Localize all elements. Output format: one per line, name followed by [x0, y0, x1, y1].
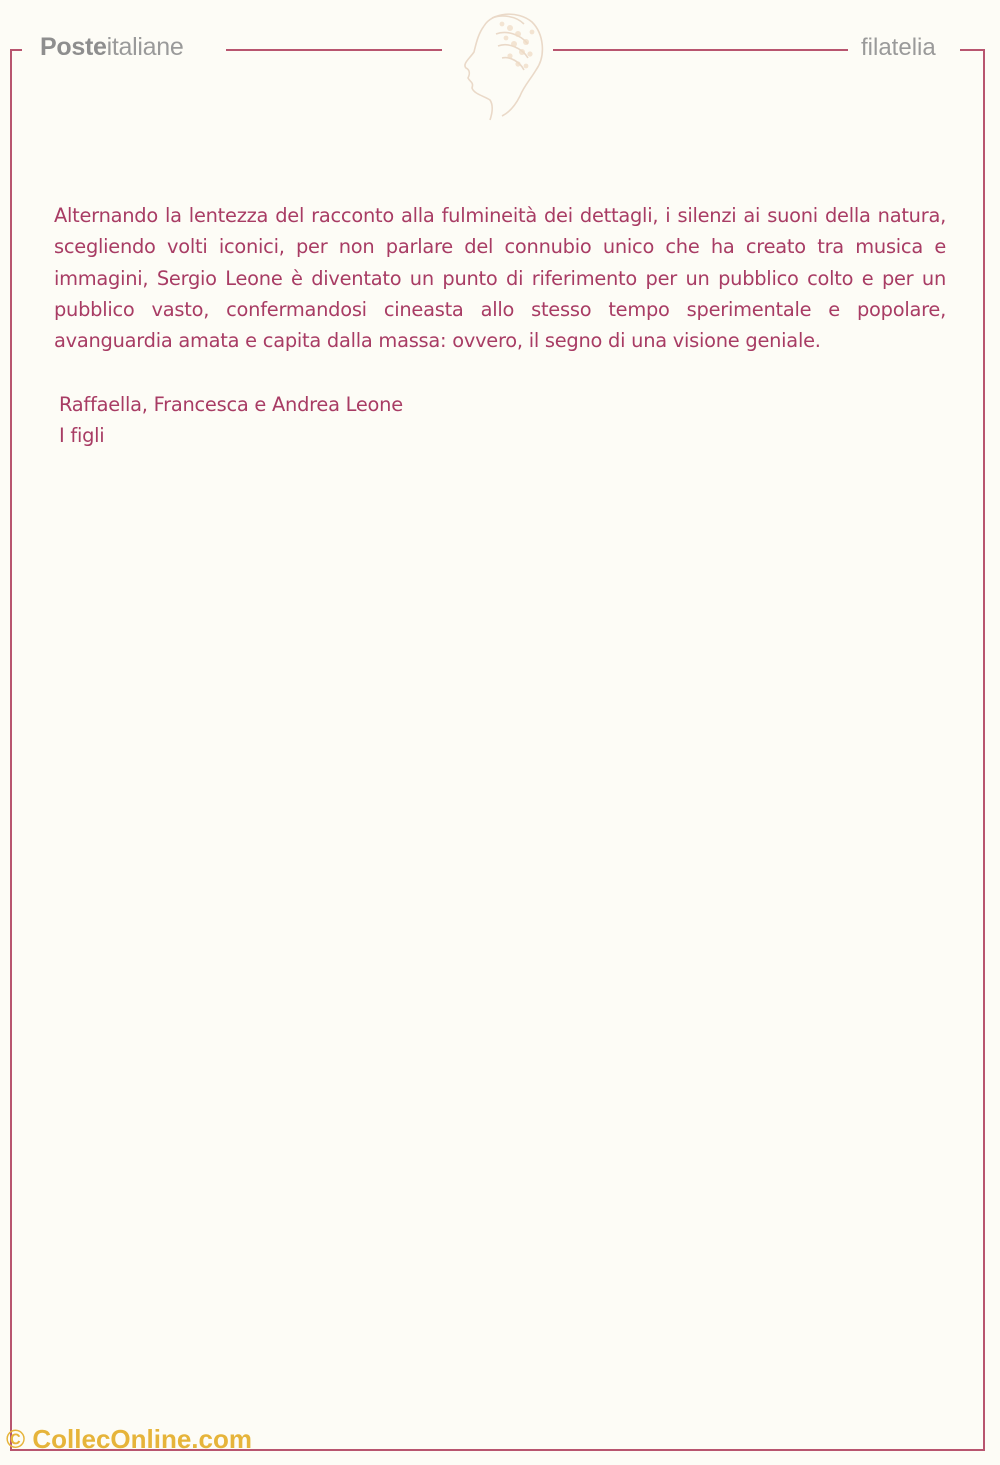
classical-head-emblem-icon [440, 4, 552, 122]
frame-top-segment-mid-left [226, 49, 442, 51]
signature-role: I figli [59, 424, 105, 447]
frame-right-border [983, 49, 985, 1451]
brand-regular: italiane [106, 33, 184, 61]
section-label-filatelia: filatelia [861, 34, 936, 61]
watermark-text: © CollecOnline.com [6, 1424, 252, 1454]
signature-block [59, 389, 403, 451]
frame-top-segment-right [960, 49, 985, 51]
signature-names: Raffaella, Francesca e Andrea Leone [59, 393, 403, 416]
body-paragraph: Alternando la lentezza del racconto alla fulmineità dei dettagli, i silenzi ai suoni della natura, scegliendo volti iconici, per non parlare del connubio unico che ha creato tra musica e immagini, Sergio Leone è diventato un punto di riferimento per un pubblico colto e per un pubblico vasto, confermandosi cineasta allo stesso tempo sperimentale e popolare, avanguardia amata e capita dalla massa: ovvero, il segno di una visione geniale. [54, 204, 946, 353]
frame-top-segment-left [10, 49, 22, 51]
frame-top-segment-mid-right [553, 49, 848, 51]
frame-left-border [10, 49, 12, 1451]
brand-logo [40, 33, 183, 62]
brand-bold: Poste [40, 33, 107, 61]
